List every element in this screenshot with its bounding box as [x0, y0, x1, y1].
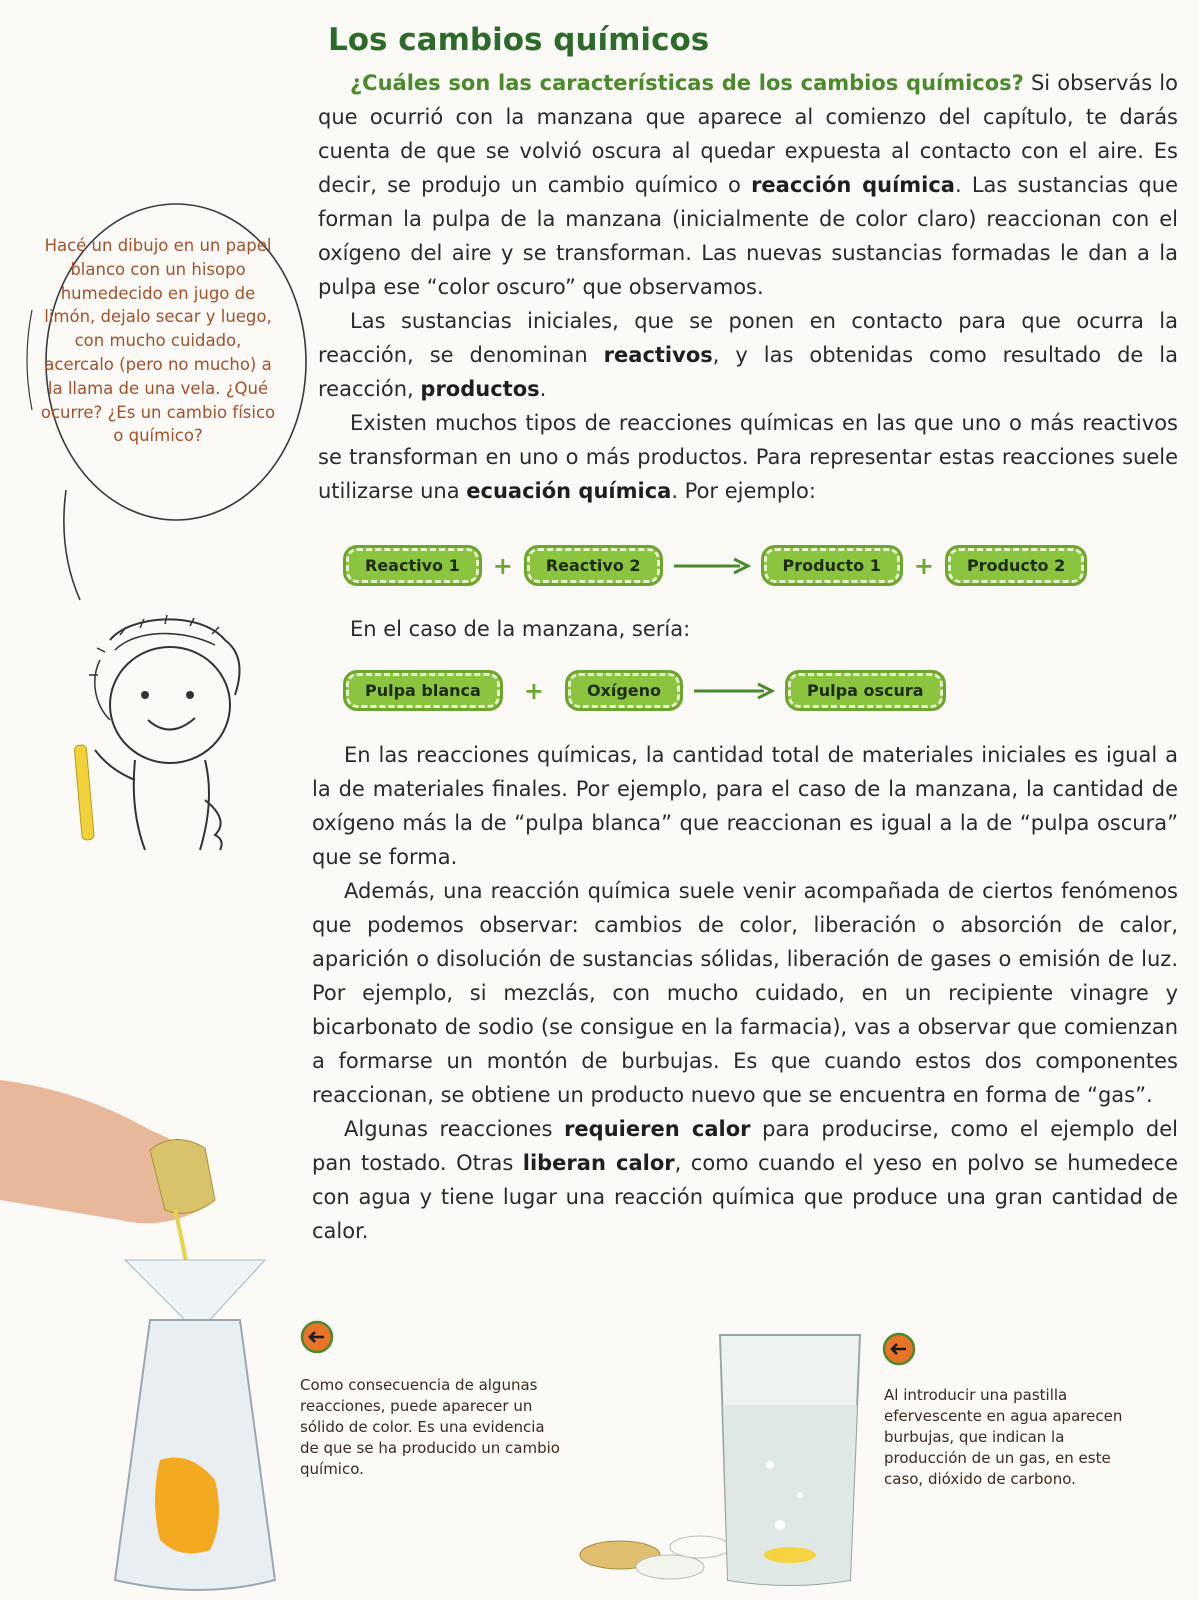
paragraph-4: En el caso de la manzana, sería:: [350, 617, 691, 641]
reaction-arrow-icon: [692, 681, 776, 701]
term-ecuacion-quimica: ecuación química: [466, 479, 672, 503]
page-title: Los cambios químicos: [328, 22, 710, 58]
caption-solid-color: Como consecuencia de algunas reacciones, puede aparecer un sólido de color. Es una evidencia de que se ha producido un cambio químico.: [300, 1376, 560, 1478]
paragraph-1: [318, 66, 1178, 304]
paragraph-5: En las reacciones químicas, la cantidad total de materiales iniciales es igual a la de materiales finales. Por ejemplo, para el caso de la manzana, la cantidad de oxígeno más la de “pulpa blanca” que reaccionan es igual a la de “pulpa oscura” que se forma.: [312, 743, 1178, 869]
p7-text-a: Algunas reacciones: [344, 1117, 565, 1141]
paragraph-7: [312, 1112, 1178, 1248]
pill-producto-2: Producto 2: [948, 548, 1084, 583]
paragraph-3: [318, 406, 1178, 508]
term-productos: productos: [420, 377, 540, 401]
plus-sign: +: [492, 551, 513, 580]
pill-producto-1: Producto 1: [764, 548, 900, 583]
p7-text-e: , como cuando el yeso en polvo se humedece con agua y tiene lugar una reacción química que produce una gran cantidad de calor.: [312, 1151, 1178, 1243]
p1-text-c: . Las sustancias que forman la pulpa de la manzana (inicialmente de color claro) reaccionan con el oxígeno del aire y se transforman. Las nuevas sustancias formadas le dan a la pulpa ese “color oscuro” que observamos.: [318, 173, 1178, 299]
pouring-flask-photo: [0, 1060, 300, 1600]
p2-text-e: .: [539, 377, 547, 401]
p7-text-c: para producirse, como el ejemplo del pan tostado. Otras: [312, 1117, 1179, 1175]
p2-text-c: , y las obtenidas como resultado de la reacción,: [318, 343, 1178, 401]
term-requieren-calor: requieren calor: [564, 1117, 751, 1141]
text-block-example: [318, 612, 1178, 646]
pill-reactivo-1: Reactivo 1: [346, 548, 479, 583]
term-reactivos: reactivos: [603, 343, 713, 367]
paragraph-2: [318, 304, 1178, 406]
text-block-intro: [318, 66, 1178, 508]
arrow-left-badge-icon: [300, 1320, 334, 1354]
term-reaccion-quimica: reacción química: [751, 173, 955, 197]
equation-general: [346, 548, 1084, 583]
pill-reactivo-2: Reactivo 2: [527, 548, 660, 583]
pill-oxigeno: Oxígeno: [568, 673, 680, 708]
pill-pulpa-blanca: Pulpa blanca: [346, 673, 500, 708]
plus-sign: +: [523, 676, 544, 705]
text-block-main: [312, 738, 1178, 1248]
child-drawing-illustration: [40, 610, 300, 880]
caption-effervescent: Al introducir una pastilla efervescente en agua aparecen burbujas, que indican la producción de un gas, en este caso, dióxido de carbono.: [884, 1386, 1123, 1488]
intro-question: ¿Cuáles son las características de los cambios químicos?: [350, 71, 1024, 95]
paragraph-6: Además, una reacción química suele venir acompañada de ciertos fenómenos que podemos observar: cambios de color, liberación o absorción de calor, aparición o disolución de sustancias sólidas, liberación de gases o emisión de luz. Por ejemplo, si mezclás, con mucho cuidado, en un recipiente vinagre y bicarbonato de sodio (se consigue en la farmacia), vas a observar que comienzan a formarse un montón de burbujas. Es que cuando estos dos componentes reaccionan, se obtiene un producto nuevo que se encuentra en forma de “gas”.: [312, 879, 1178, 1107]
reaction-arrow-icon: [672, 556, 752, 576]
equation-manzana: [346, 673, 943, 708]
term-liberan-calor: liberan calor: [522, 1151, 675, 1175]
p3-text-c: . Por ejemplo:: [671, 479, 816, 503]
p2-text-a: Las sustancias iniciales, que se ponen en contacto para que ocurra la reacción, se denominan: [318, 309, 1178, 367]
p1-text-a: Si observás lo que ocurrió con la manzana que aparece al comienzo del capítulo, te darás cuenta de que se volvió oscura al quedar expuesta al contacto con el aire. Es decir, se produjo un cambio químico o: [318, 71, 1178, 197]
plus-sign: +: [913, 551, 934, 580]
arrow-left-badge-icon: [882, 1332, 916, 1366]
p3-text-a: Existen muchos tipos de reacciones químicas en las que uno o más reactivos se transforman en uno o más productos. Para representar estas reacciones suele utilizarse una: [318, 411, 1178, 503]
effervescent-glass-photo: [570, 1325, 870, 1595]
pill-pulpa-oscura: Pulpa oscura: [788, 673, 943, 708]
bubble-activity-text: Hacé un dibujo en un papel blanco con un hisopo humedecido en jugo de limón, dejalo secar y luego, con mucho cuidado, acercalo (pero no mucho) a la llama de una vela. ¿Qué ocurre? ¿Es un cambio físico o químico?: [40, 236, 276, 446]
